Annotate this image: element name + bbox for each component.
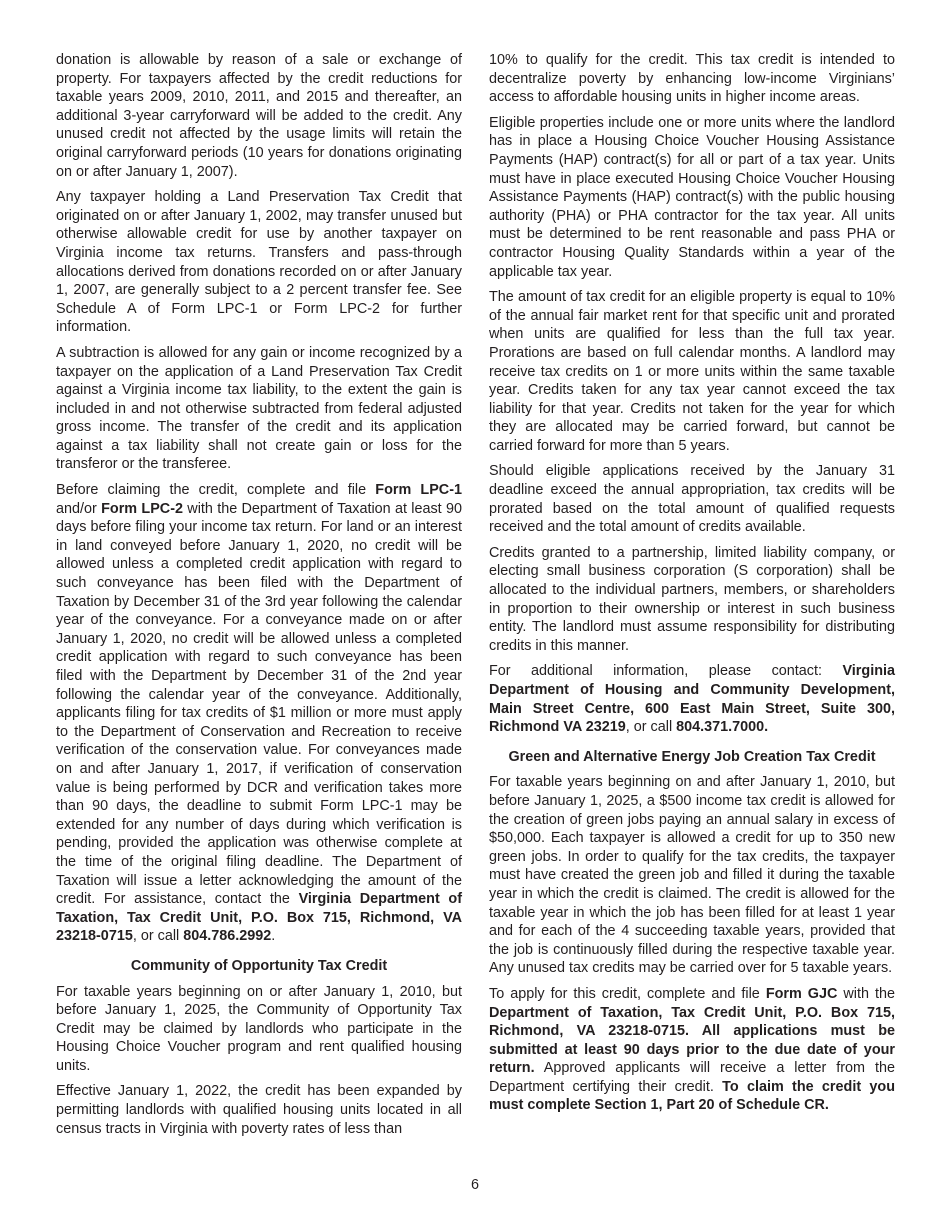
paragraph <box>489 662 895 736</box>
form-name: Form LPC-2 <box>101 500 183 517</box>
text-run: , or call <box>625 719 677 736</box>
paragraph: Any taxpayer holding a Land Preservation Tax Credit that originated on or after January 1, 2002, may transfer unused but otherwise allowable credit for use by another taxpayer on Virginia income tax returns. Transfers and pass-through allocations derived from donations recorded on or after January 1, 2007, are generally subject to a 2 percent transfer fee. See Schedule A of Form LPC-1 or Form LPC-2 for further information. <box>56 189 462 336</box>
section-heading: Community of Opportunity Tax Credit <box>130 957 388 974</box>
paragraph: The amount of tax credit for an eligible property is equal to 10% of the annual fair market rent for that specific unit and prorated when units are qualified for less than the full tax year. Prorations are based on full calendar months. A landlord may receive tax credits on 1 or more units within the same taxable year. Credits taken for any tax year cannot exceed the tax liability for that year. Credits not taken for the year for which they are allocated may be carried forward, but cannot be carried forward for more than 5 years. <box>489 289 895 454</box>
paragraph: 10% to qualify for the credit. This tax credit is intended to decentralize poverty by enhancing low-income Virginians’ access to affordable housing units in higher income areas. <box>489 52 895 106</box>
page-number: 6 <box>470 1177 479 1193</box>
paragraph: Should eligible applications received by the January 31 deadline exceed the annual appropriation, tax credits will be prorated based on the total amount of qualified requests received and the total amount of credits available. <box>489 463 895 536</box>
text-run: To apply for this credit, complete and file <box>489 985 766 1002</box>
paragraph <box>489 985 895 1115</box>
paragraph: donation is allowable by reason of a sale or exchange of property. For taxpayers affected by the credit reductions for taxable years 2009, 2010, 2011, and 2015 and thereafter, an additional 3-year carryforward will be added to the credit. Any unused credit not affected by the usage limits will retain the original carryforward periods (10 years for donations originating on or after January 1, 2007). <box>56 52 462 180</box>
form-name: Form GJC <box>765 985 838 1002</box>
text-run: and/or <box>56 500 102 517</box>
section-heading: Green and Alternative Energy Job Creation Tax Credit <box>508 748 876 765</box>
paragraph: Effective January 1, 2022, the credit has been expanded by permitting landlords with qualified housing units located in all census tracts in Virginia with poverty rates of less than <box>56 1083 462 1137</box>
paragraph: A subtraction is allowed for any gain or income recognized by a taxpayer on the application of a Land Preservation Tax Credit against a Virginia income tax liability, to the extent the gain is included in and not otherwise subtracted from federal adjusted gross income. The transfer of the credit and its application against a tax liability shall not create gain or loss for the transferor or the transferee. <box>56 344 462 473</box>
paragraph: Eligible properties include one or more units where the landlord has in place a Housing Choice Voucher Housing Assistance Payments (HAP) contract(s) for all or part of a tax year. Units must have in place executed Housing Choice Voucher Housing Assistance Payments (HAP) contract(s) with the public housing authority (PHA) or PHA contractor for the tax year. All units must be determined to be rent reasonable and pass PHA or contractor Housing Quality Standards within a year of the applicable tax year. <box>489 114 895 280</box>
paragraph: For taxable years beginning on and after January 1, 2010, but before January 1, 2025, a $500 income tax credit is allowed for the creation of green jobs paying an annual salary in excess of $50,000. Each taxpayer is allowed a credit for up to 350 new green jobs. In order to qualify for the tax credits, the taxpayer must have created the green job and filled it during the taxable year in which the credit is claimed. The credit is allowed for the taxable year in which the job has been filled for at least 1 year and for each of the 4 succeeding taxable years, provided that the job is continuously filled during the respective taxable year. Any unused tax credits may be carried over for 5 taxable years. <box>489 774 895 977</box>
contact-address: Department of Taxation, Tax Credit Unit, P.O. Box 715, Richmond, VA 23218-0715. All applications must be submitted at least 90 days prior to the due date of your return. <box>489 1004 895 1077</box>
right-column <box>489 51 895 1122</box>
instruction-emphasis: To claim the credit you must complete Section 1, Part 20 of Schedule CR. <box>489 1078 895 1114</box>
text-run: Approved applicants will receive a letter from the Department certifying their credit. <box>489 1060 895 1095</box>
contact-address: Virginia Department of Housing and Community Development, Main Street Centre, 600 East Main Street, Suite 300, Richmond VA 23219 <box>489 663 895 736</box>
paragraph <box>56 481 462 946</box>
text-run: . <box>271 928 276 945</box>
text-run: with the <box>837 985 895 1002</box>
form-name: Form LPC-1 <box>375 482 462 499</box>
contact-address: Virginia Department of Taxation, Tax Credit Unit, P.O. Box 715, Richmond, VA 23218-0715 <box>56 891 463 945</box>
text-run: Before claiming the credit, complete and file <box>56 482 376 499</box>
text-run: with the Department of Taxation at least 90 days before filing your income tax return. For land or an interest in land conveyed before January 1, 2020, no credit will be allowed unless a completed credit application with regard to such conveyance has been filed with the Department of Taxation by December 31 of the 3rd year following the calendar year of the conveyance. For a conveyance made on or after January 1, 2020, no credit will be allowed unless a completed credit application with regard to such conveyance has been filed with the Department by December 31 of the 2nd year following the calendar year of the conveyance. Additionally, applicants filing for tax credits of $1 million or more must apply to the Department of Conservation and Recreation to receive verification of the conservation value. For conveyances made on and after January 1, 2017, if verification of conservation value is being performed by DCR and verification takes more than 90 days, the deadline to submit Form LPC-1 may be extended for any number of days during which verification is pending, provided the application was otherwise complete at the time of the original filing deadline. The Department of Taxation will issue a letter acknowledging the amount of the credit. For assistance, contact the <box>56 500 463 908</box>
left-column <box>56 51 462 1145</box>
phone-number: 804.371.7000. <box>676 719 769 736</box>
phone-number: 804.786.2992 <box>183 928 272 945</box>
text-run: , or call <box>132 928 184 945</box>
paragraph: For taxable years beginning on or after January 1, 2010, but before January 1, 2025, the Community of Opportunity Tax Credit may be claimed by landlords who participate in the Housing Choice Voucher program and rent qualified housing units. <box>56 983 462 1074</box>
paragraph: Credits granted to a partnership, limited liability company, or electing small business corporation (S corporation) shall be allocated to the individual partners, members, or shareholders in proportion to their ownership or interest in such business entity. The landlord must assume responsibility for distributing credits in this manner. <box>489 544 895 654</box>
text-run: For additional information, please contact: <box>489 663 843 680</box>
